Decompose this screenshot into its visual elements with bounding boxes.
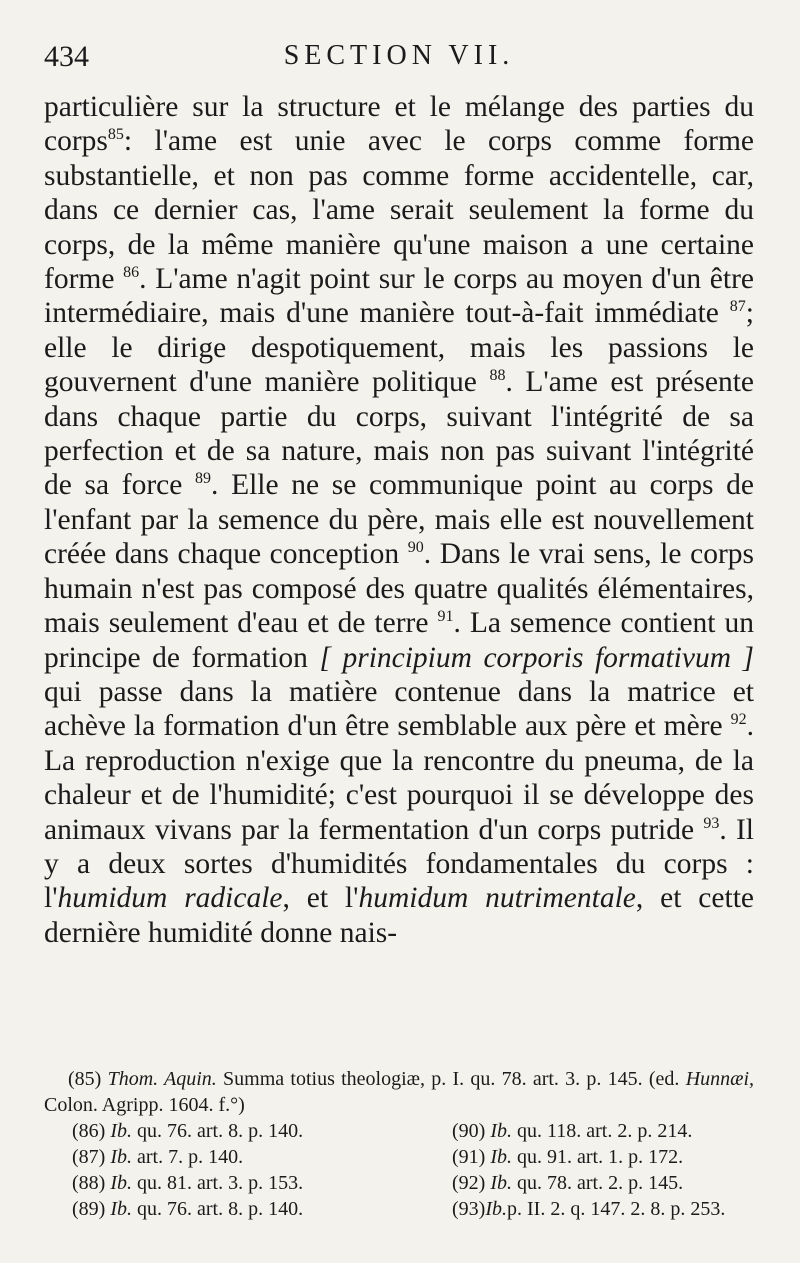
footnote-text: qu. 76. art. 8. p. 140.: [137, 1120, 304, 1142]
footnote-ref[interactable]: 90: [407, 539, 424, 557]
footnote-grid: [72, 1118, 754, 1222]
footnote-number: (87): [72, 1146, 106, 1168]
page-header: [44, 40, 754, 90]
footnote-ref[interactable]: 92: [730, 711, 747, 729]
footnote-number: (90): [452, 1120, 486, 1142]
footnote-91: [452, 1144, 754, 1170]
text-segment: , et l': [282, 882, 359, 915]
ibid: Ib.: [490, 1172, 512, 1194]
ibid: Ib.: [110, 1172, 132, 1194]
latin-term: humidum radicale: [57, 882, 283, 915]
footnote-number: (86): [72, 1120, 106, 1142]
footnote-author: Thom. Aquin.: [107, 1068, 217, 1090]
text-segment: . La semence contient un principe de formation: [44, 607, 754, 674]
ibid: Ib.: [490, 1146, 512, 1168]
footnote-text: Summa totius theologiæ, p. I. qu. 78. art. 3. p. 145. (ed.: [223, 1068, 680, 1090]
footnote-87: [72, 1144, 452, 1170]
footnote-ref[interactable]: 86: [123, 264, 140, 282]
running-head: SECTION VII.: [283, 40, 515, 71]
footnote-ref[interactable]: 87: [729, 298, 746, 316]
text-segment: ; elle le dirige despotiquement, mais les passions le gouvernent d'une manière politique: [44, 297, 754, 399]
footnote-ref[interactable]: 93: [703, 814, 720, 832]
footnote-ref[interactable]: 88: [489, 367, 506, 385]
text-segment: qui passe dans la matière contenue dans la matrice et achève la formation d'un être semblable aux père et mère: [44, 675, 754, 743]
text-segment: particulière sur la structure et le mélange des parties du corps: [44, 91, 754, 158]
footnote-86: [72, 1118, 452, 1144]
footnote-ref[interactable]: 91: [437, 608, 454, 626]
footnote-ref[interactable]: 89: [195, 470, 212, 488]
footnote-text: Colon. Agripp. 1604. f.°): [44, 1094, 245, 1116]
footnote-text: art. 7. p. 140.: [137, 1146, 244, 1168]
text-segment: . La reproduction n'exige que la rencontre du pneuma, de la chaleur et de l'humidité; c'est pourquoi il se développe des animaux vivans par la fermentation d'un corps putride: [44, 710, 754, 846]
ibid: Ib.: [485, 1198, 507, 1220]
text-segment: . L'ame n'agit point sur le corps au moyen d'un être intermédiaire, mais d'une manière tout-à-fait immédiate: [44, 263, 755, 330]
footnote-number: (88): [72, 1172, 106, 1194]
footnote-85: [44, 1066, 754, 1118]
text-segment: . Il y a deux sortes d'humidités fondamentales du corps : l': [44, 813, 754, 915]
text-segment: , et cette dernière humidité donne nais-: [44, 882, 754, 949]
footnotes: [44, 1066, 754, 1222]
footnote-92: [452, 1170, 754, 1196]
footnote-number: (91): [452, 1146, 486, 1168]
footnote-text: p. II. 2. q. 147. 2. 8. p. 253.: [507, 1198, 726, 1220]
footnote-text: qu. 91. art. 1. p. 172.: [517, 1146, 684, 1168]
footnote-text: qu. 118. art. 2. p. 214.: [517, 1120, 693, 1142]
footnote-text: qu. 78. art. 2. p. 145.: [517, 1172, 684, 1194]
text-segment: . Elle ne se communique point au corps de l'enfant par la semence du père, mais elle est nouvellement créée dans chaque conception: [44, 469, 754, 571]
footnote-93: [452, 1196, 754, 1222]
footnote-text: qu. 76. art. 8. p. 140.: [137, 1198, 304, 1220]
footnote-number: (89): [72, 1198, 106, 1220]
footnote-editor: Hunnæi,: [685, 1068, 755, 1090]
text-segment: : l'ame est unie avec le corps comme forme substantielle, et non pas comme forme accidentelle, car, dans ce dernier cas, l'ame serait seulement la forme du corps, de la même manière qu'une maison a une certaine forme: [44, 125, 754, 296]
latin-term: humidum nutrimentale: [358, 882, 636, 915]
paragraph: [44, 90, 754, 950]
ibid: Ib.: [110, 1120, 132, 1142]
body-text: [44, 90, 754, 950]
ibid: Ib.: [110, 1146, 132, 1168]
footnote-89: [72, 1196, 452, 1222]
footnote-text: qu. 81. art. 3. p. 153.: [137, 1172, 304, 1194]
ibid: Ib.: [490, 1120, 512, 1142]
text-segment: . L'ame est présente dans chaque partie du corps, suivant l'intégrité de sa perfection et de sa nature, mais non pas suivant l'intégrité de sa force: [44, 366, 754, 502]
ibid: Ib.: [110, 1198, 132, 1220]
page-number: 434: [44, 40, 89, 73]
latin-phrase: [ principium corporis formativum ]: [319, 641, 755, 674]
footnote-number: (93): [452, 1198, 486, 1220]
footnote-88: [72, 1170, 452, 1196]
footnote-number: (92): [452, 1172, 486, 1194]
text-segment: . Dans le vrai sens, le corps humain n'est pas composé des quatre qualités élémentaires, mais seulement d'eau et de terre: [44, 538, 754, 640]
footnote-90: [452, 1118, 754, 1144]
footnote-ref[interactable]: 85: [107, 126, 124, 144]
footnote-number: (85): [68, 1068, 102, 1090]
